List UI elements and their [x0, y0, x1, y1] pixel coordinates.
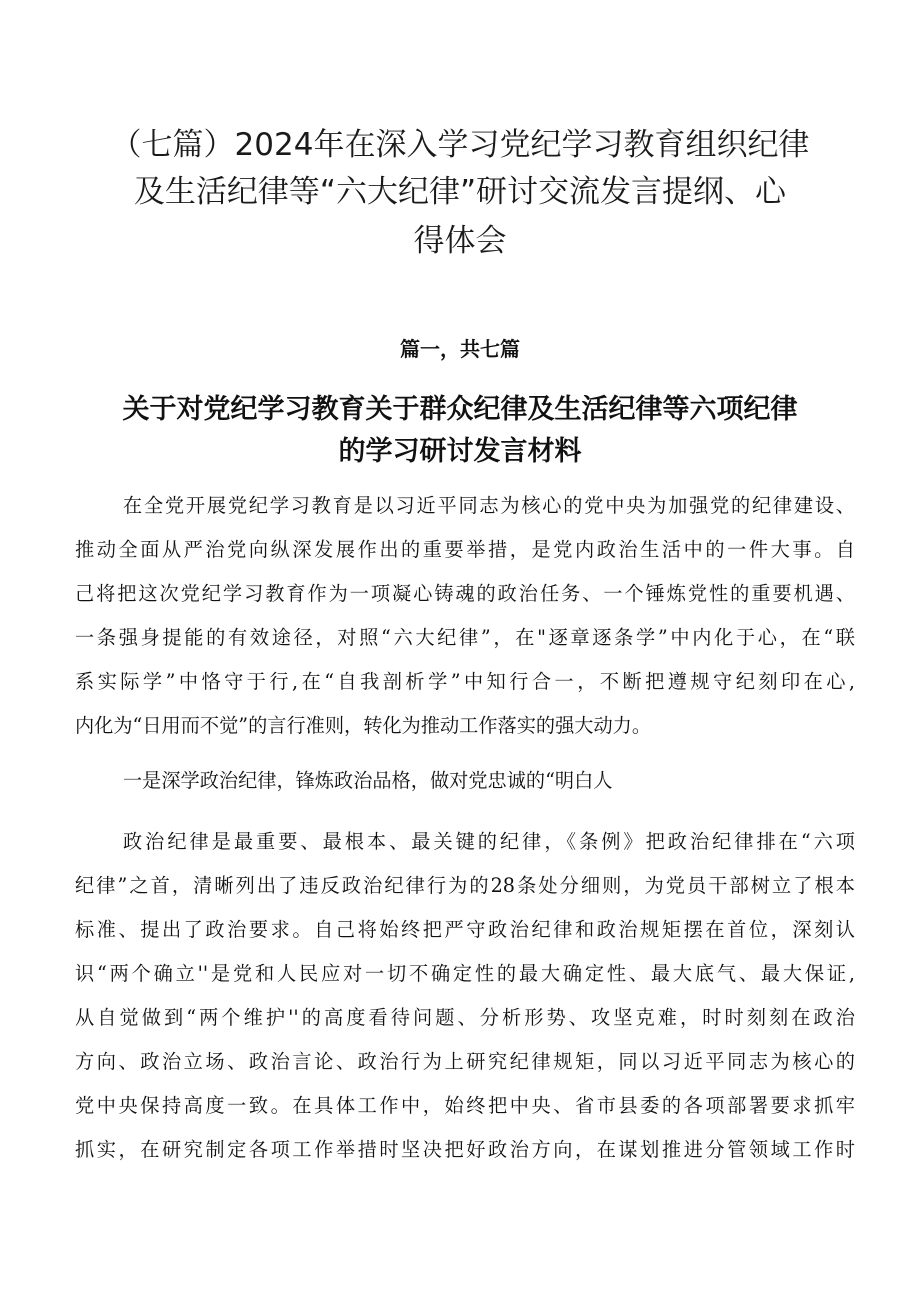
subtitle-line-1: 关于对党纪学习教育关于群众纪律及生活纪律等六项纪律	[122, 394, 798, 425]
paragraph-2-line: 纪律”之首，清晰列出了违反政治纪律行为的28条处分细则，为党员干部树立了根本	[75, 874, 855, 897]
paragraph-2-line: 政治纪律是最重要、最根本、最关键的纪律，《条例》把政治纪律排在“六项	[123, 830, 855, 853]
paragraph-1-line: 一条强身提能的有效途径，对照“六大纪律”，在"逐章逐条学”中内化于心，在“联	[75, 626, 855, 649]
document-title-line-2: 及生活纪律等“六大纪律”研讨交流发言提纲、心	[133, 174, 787, 210]
subtitle-line-2: 的学习研讨发言材料	[338, 436, 582, 467]
section-heading-1: 一是深学政治纪律，锋炼政治品格，做对党忠诚的“明白人	[123, 769, 613, 792]
section-label: 篇一，共七篇	[400, 337, 520, 361]
paragraph-2-line: 党中央保持高度一致。在具体工作中，始终把中央、省市县委的各项部署要求抓牢	[75, 1094, 855, 1117]
paragraph-1-line: 系实际学”中恪守于行,在“自我剖析学”中知行合一，不断把遵规守纪刻印在心,	[75, 670, 855, 693]
paragraph-2-line: 方向、政治立场、政治言论、政治行为上研究纪律规矩，同以习近平同志为核心的	[75, 1050, 855, 1073]
paragraph-2-line: 抓实，在研究制定各项工作举措时坚决把好政治方向，在谋划推进分管领域工作时	[75, 1138, 855, 1161]
document-title-line-1: （七篇）2024年在深入学习党纪学习教育组织纪律	[110, 127, 810, 163]
paragraph-1-line: 推动全面从严治党向纵深发展作出的重要举措，是党内政治生活中的一件大事。自	[75, 538, 855, 561]
paragraph-2-line: 从自觉做到“两个维护''的高度看待问题、分析形势、攻坚克难，时时刻刻在政治	[75, 1006, 855, 1029]
document-title-line-3: 得体会	[413, 223, 507, 259]
paragraph-2-line: 识“两个确立''是党和人民应对一切不确定性的最大确定性、最大底气、最大保证,	[75, 962, 855, 985]
paragraph-1-line: 己将把这次党纪学习教育作为一项凝心铸魂的政治任务、一个锤炼党性的重要机遇、	[75, 582, 855, 605]
paragraph-1-line: 在全党开展党纪学习教育是以习近平同志为核心的党中央为加强党的纪律建设、	[123, 494, 855, 517]
paragraph-1-line: 内化为“日用而不觉”的言行准则，转化为推动工作落实的强大动力。	[75, 714, 652, 737]
paragraph-2-line: 标准、提出了政治要求。自己将始终把严守政治纪律和政治规矩摆在首位，深刻认	[75, 918, 855, 941]
